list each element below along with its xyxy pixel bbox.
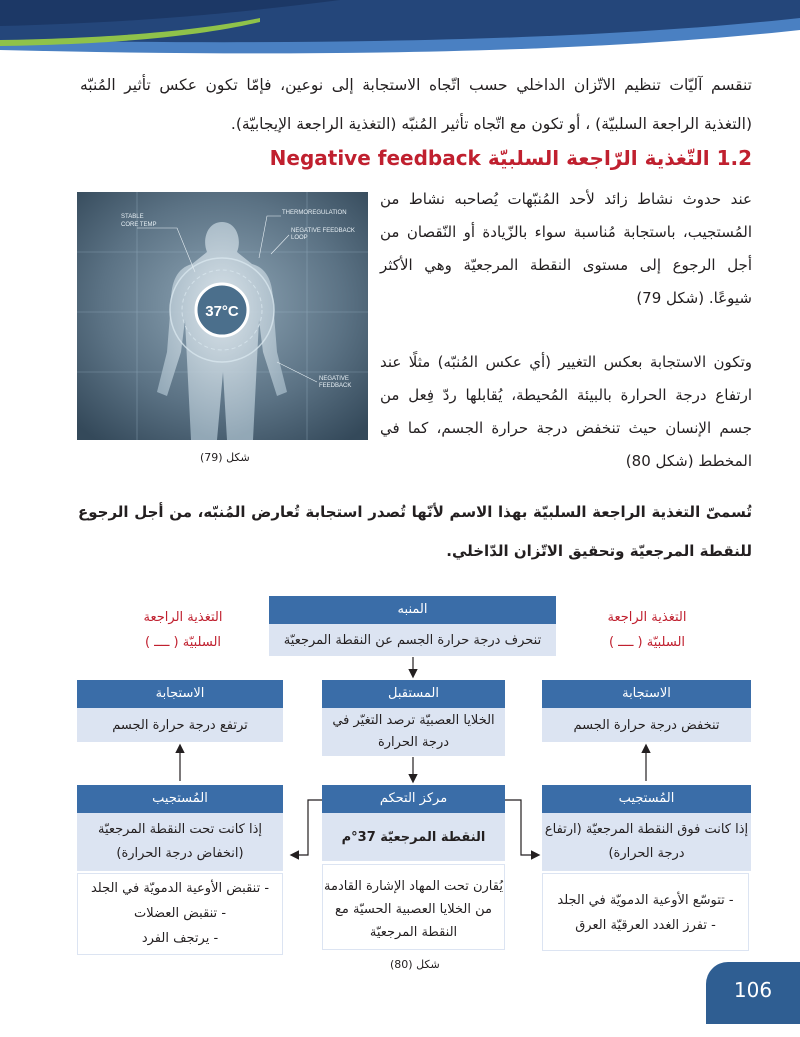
- control-center-body: يُقارن تحت المهاد الإشارة القادمة من الخلايا العصبية الحسيّة مع النقطة المرجعيّة: [322, 864, 505, 950]
- left-effector-action-2: - تنقبض العضلات: [133, 906, 227, 921]
- intro-paragraph: تنقسم آليّات تنظيم الاتّزان الداخلي حسب اتّجاه الاستجابة إلى نوعين، فإمّا تكون عكس تأثير المُنبّه (التغذية الراجعة السلبيّة) ، أو تكون مع اتّجاه تأثير المُنبّه (التغذية الراجعة الإيجابيّة).: [80, 76, 752, 133]
- left-effector-actions: [77, 873, 283, 955]
- section-heading: 1.2 التّغذية الرّاجعة السلبيّة Negative feedback: [269, 146, 752, 170]
- right-feedback-label-line1: التغذية الراجعة: [607, 610, 687, 625]
- left-effector-title: المُستجيب: [77, 785, 283, 813]
- label-negative: NEGATIVE: [319, 376, 349, 382]
- label-loop2: LOOP: [291, 235, 308, 241]
- figure-79-image: [77, 192, 368, 440]
- top-banner: [0, 0, 800, 58]
- label-core-temp: CORE TEMP: [121, 222, 157, 228]
- left-feedback-label: [118, 605, 248, 655]
- paragraph-definition: تُسمىّ التغذية الراجعة السلبيّة بهذا الاسم لأنّها تُصدر استجابة تُعارض المُنبّه، من أجل الرجوع للنقطة المرجعيّة وتحقيق الاتّزان الدّاخلي.: [78, 503, 752, 560]
- label-loop1: NEGATIVE FEEDBACK: [291, 228, 355, 234]
- left-effector-condition: إذا كانت تحت النقطة المرجعيّة (انخفاض درجة الحرارة): [77, 813, 283, 871]
- label-thermoregulation: THERMOREGULATION: [282, 210, 347, 216]
- receptor-title: المستقبل: [322, 680, 505, 708]
- page-number: 106: [706, 962, 800, 1024]
- left-feedback-label-line1: التغذية الراجعة: [143, 610, 223, 625]
- left-response-title: الاستجابة: [77, 680, 283, 708]
- arrow-control-to-left-effector: [292, 800, 322, 855]
- control-center-title: مركز التحكم: [322, 785, 505, 813]
- left-effector-action-1: - تنقبض الأوعية الدمويّة في الجلد: [90, 881, 270, 896]
- label-stable: STABLE: [121, 214, 144, 220]
- right-effector-actions: [542, 873, 749, 951]
- right-response-title: الاستجابة: [542, 680, 751, 708]
- left-feedback-label-line2: السلبيّة ( ــــ ): [144, 635, 222, 650]
- temperature-readout: 37°C: [205, 303, 239, 320]
- paragraph-response: وتكون الاستجابة بعكس التغيير (أي عكس المُنبّه) مثلًا عند ارتفاع درجة الحرارة بالبيئة المُحيطة، يُقابلها ردّ فِعل من جسم الإنسان حيث تنخفض درجة حرارة الجسم، كما في المخطط (شكل 80): [380, 353, 752, 470]
- paragraph-occurrence: عند حدوث نشاط زائد لأحد المُنبّهات يُصاحبه نشاط من المُستجيب، باستجابة مُناسبة سواء بالزّيادة أو النّقصان من أجل الرجوع إلى مستوى النقطة المرجعيّة وهي الأكثر شيوعًا. (شكل 79): [380, 190, 752, 307]
- left-effector-action-3: - يرتجف الفرد: [141, 931, 219, 946]
- right-feedback-label-line2: السلبيّة ( ــــ ): [608, 635, 686, 650]
- arrow-control-to-right-effector: [505, 800, 538, 855]
- right-effector-title: المُستجيب: [542, 785, 751, 813]
- stimulus-title: المنبه: [269, 596, 556, 624]
- right-effector-condition: إذا كانت فوق النقطة المرجعيّة (ارتفاع درجة الحرارة): [542, 813, 751, 871]
- left-response-body: ترتفع درجة حرارة الجسم: [77, 708, 283, 742]
- right-response-body: تنخفض درجة حرارة الجسم: [542, 708, 751, 742]
- label-feedback: FEEDBACK: [319, 383, 352, 389]
- right-feedback-label: [582, 605, 712, 655]
- stimulus-body: تنحرف درجة حرارة الجسم عن النقطة المرجعيّة: [269, 624, 556, 656]
- figure-80-caption: شكل (80): [390, 958, 440, 971]
- control-setpoint: النقطة المرجعيّة 37°م: [322, 813, 505, 861]
- right-effector-action-1: - تتوسّع الأوعية الدمويّة في الجلد: [557, 893, 734, 908]
- figure-79-caption: شكل (79): [200, 451, 250, 464]
- receptor-body: الخلايا العصبيّة ترصد التغيّر في درجة الحرارة: [322, 708, 505, 756]
- right-effector-action-2: - تفرز الغدد العرقيّة العرق: [575, 918, 716, 933]
